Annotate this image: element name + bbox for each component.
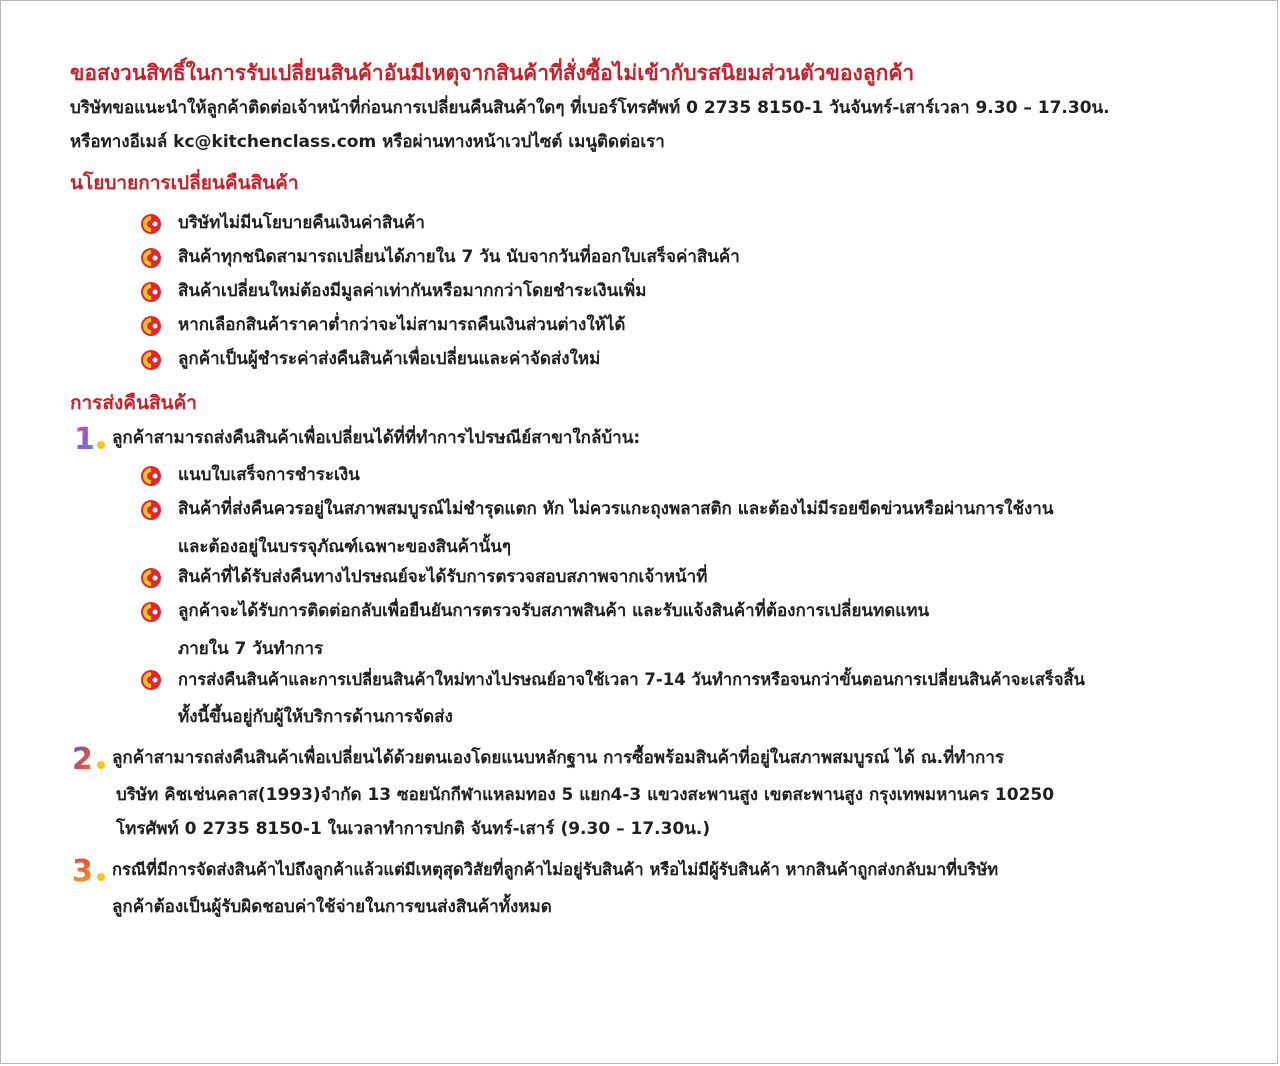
intro-contact-email: หรือทางอีเมล์ kc@kitchenclass.com หรือผ่านทางหน้าเวปไซต์ เมนูติดต่อเรา [70,132,665,152]
step-1-item [140,561,707,594]
number-one-icon [72,421,112,455]
step-2 [72,741,1004,775]
policy-heading: นโยบายการเปลี่ยนคืนสินค้า [70,172,299,194]
logo-bullet-icon [140,281,162,303]
step-1-item-text: สินค้าที่ส่งคืนควรอยู่ในสภาพสมบูรณ์ไม่ชำรุดแตก หัก ไม่ควรแกะถุงพลาสติก และต้องไม่มีรอยขีดข่วนหรือผ่านการใช้งาน [178,499,1054,519]
step-1-item-continuation: ทั้งนี้ขึ้นอยู่กับผู้ให้บริการด้านการจัดส่ง [178,707,453,727]
page-title: ขอสงวนสิทธิ์ในการรับเปลี่ยนสินค้าอันมีเหตุจากสินค้าที่สั่งซื้อไม่เข้ากับรสนิยมส่วนตัวของลูกค้า [70,61,915,85]
step-2-text: ลูกค้าสามารถส่งคืนสินค้าเพื่อเปลี่ยนได้ด้วยตนเองโดยแนบหลักฐาน การซื้อพร้อมสินค้าที่อยู่ในสภาพสมบูรณ์ ได้ ณ.ที่ทำการ [112,748,1005,768]
policy-item-text: ลูกค้าเป็นผู้ชำระค่าส่งคืนสินค้าเพื่อเปลี่ยนและค่าจัดส่งใหม่ [178,349,601,369]
logo-bullet-icon [140,567,162,589]
svg-text:3: 3 [72,854,93,887]
logo-bullet-icon [140,601,162,623]
logo-bullet-icon [140,315,162,337]
policy-item [140,207,425,240]
policy-item [140,309,625,342]
policy-item [140,275,646,308]
policy-item-text: บริษัทไม่มีนโยบายคืนเงินค่าสินค้า [178,213,425,233]
step-1-text: ลูกค้าสามารถส่งคืนสินค้าเพื่อเปลี่ยนได้ที่ที่ทำการไปรษณีย์สาขาใกล้บ้าน: [112,428,641,448]
step-3 [72,853,998,887]
logo-bullet-icon [140,349,162,371]
step-3-continuation: ลูกค้าต้องเป็นผู้รับผิดชอบค่าใช้จ่ายในการขนส่งสินค้าทั้งหมด [112,897,552,917]
policy-item [140,241,740,274]
intro-contact-phone: บริษัทขอแนะนำให้ลูกค้าติดต่อเจ้าหน้าที่ก่อนการเปลี่ยนคืนสินค้าใดๆ ที่เบอร์โทรศัพท์ 0 2735 8150-1 วันจันทร์-เสาร์เวลา 9.30 – 17.30น. [70,98,1110,118]
logo-bullet-icon [140,669,162,691]
logo-bullet-icon [140,465,162,487]
returns-heading: การส่งคืนสินค้า [70,392,197,414]
step-1-item-text: การส่งคืนสินค้าและการเปลี่ยนสินค้าใหม่ทางไปรษณย์อาจใช้เวลา 7-14 วันทำการหรือจนกว่าขั้นตอนการเปลี่ยนสินค้าจะเสร็จสิ้น [178,670,1085,689]
policy-item-text: สินค้าทุกชนิดสามารถเปลี่ยนได้ภายใน 7 วัน นับจากวันที่ออกใบเสร็จค่าสินค้า [178,247,740,267]
number-two-icon [72,741,112,775]
step-1-item-text: สินค้าที่ได้รับส่งคืนทางไปรษณย์จะได้รับการตรวจสอบสภาพจากเจ้าหน้าที่ [178,567,708,587]
svg-text:1: 1 [74,422,95,455]
step-1-item [140,595,929,628]
svg-text:2: 2 [72,742,93,775]
step-1-item-continuation: และต้องอยู่ในบรรจุภัณฑ์เฉพาะของสินค้านั้นๆ [178,537,511,557]
step-1-item-continuation: ภายใน 7 วันทำการ [178,639,324,659]
step-1-item-text: แนบใบเสร็จการชำระเงิน [178,465,360,485]
step-3-text: กรณีที่มีการจัดส่งสินค้าไปถึงลูกค้าแล้วแต่มีเหตุสุดวิสัยที่ลูกค้าไม่อยู่รับสินค้า หรือไม่มีผู้รับสินค้า หากสินค้าถูกส่งกลับมาที่บริษัท [112,860,999,879]
logo-bullet-icon [140,213,162,235]
step-1 [72,421,640,455]
step-1-item [140,663,1085,696]
policy-item [140,343,600,376]
step-1-item [140,493,1053,526]
logo-bullet-icon [140,247,162,269]
step-1-item [140,459,360,492]
step-1-item-text: ลูกค้าจะได้รับการติดต่อกลับเพื่อยืนยันการตรวจรับสภาพสินค้า และรับแจ้งสินค้าที่ต้องการเปลี่ยนทดแทน [178,601,930,621]
logo-bullet-icon [140,499,162,521]
number-three-icon [72,853,112,887]
policy-item-text: สินค้าเปลี่ยนใหม่ต้องมีมูลค่าเท่ากันหรือมากกว่าโดยชำระเงินเพิ่ม [178,281,647,301]
step-2-phone: โทรศัพท์ 0 2735 8150-1 ในเวลาทำการปกติ จันทร์-เสาร์ (9.30 – 17.30น.) [116,819,711,839]
step-2-address: บริษัท คิชเช่นคลาส(1993)จำกัด 13 ซอยนักกีฬาแหลมทอง 5 แยก4-3 แขวงสะพานสูง เขตสะพานสูง กรุงเทพมหานคร 10250 [116,785,1055,805]
policy-item-text: หากเลือกสินค้าราคาต่ำกว่าจะไม่สามารถคืนเงินส่วนต่างให้ได้ [178,315,626,335]
